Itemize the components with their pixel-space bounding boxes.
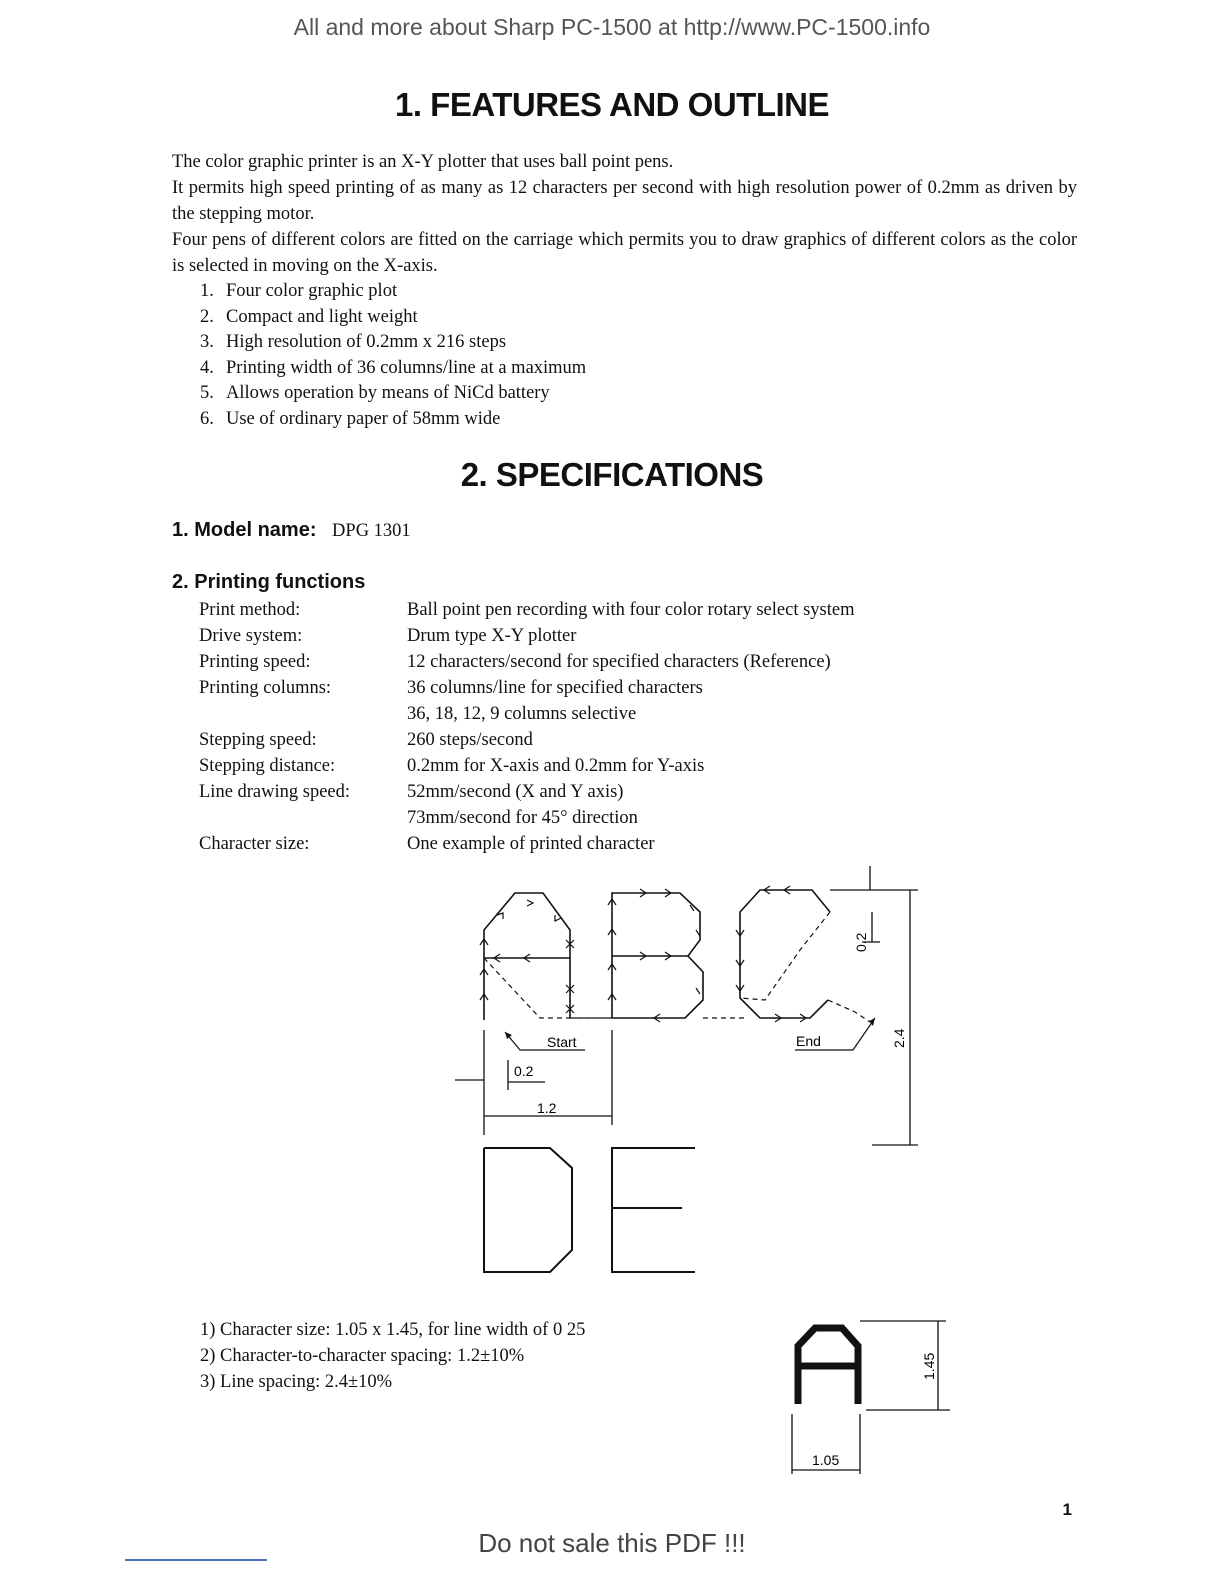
dim-width-label: 1.2 [537, 1100, 557, 1116]
character-notes [200, 1317, 585, 1395]
dim-height-label: 2.4 [891, 1028, 907, 1048]
note-item: 2) Character-to-character spacing: 1.2±10% [200, 1346, 525, 1366]
dimension-lines [455, 866, 918, 1145]
spec-row: Stepping distance: 0.2mm for X-axis and 0.2mm for Y-axis [199, 756, 705, 776]
dim-step-vertical-label: 0.2 [853, 932, 869, 952]
intro-paragraph-1: The color graphic printer is an X-Y plotter that uses ball point pens. [172, 152, 674, 172]
spec-row: 73mm/second for 45° direction [407, 808, 638, 828]
note-item: 1) Character size: 1.05 x 1.45, for line width of 0 25 [200, 1320, 586, 1340]
character-size-diagram [780, 1310, 960, 1480]
printing-functions-heading: 2. Printing functions [172, 571, 366, 593]
model-name-line [172, 519, 411, 542]
spec-row: Drive system: Drum type X-Y plotter [199, 626, 577, 646]
spec-table [199, 597, 854, 857]
intro-paragraph-3: Four pens of different colors are fitted on the carriage which permits you to draw graphics of different colors as the color is selected in moving on the X-axis. [172, 230, 1077, 276]
feature-item: 4. Printing width of 36 columns/line at a maximum [200, 357, 587, 378]
feature-item: 1. Four color graphic plot [200, 281, 398, 301]
feature-item: 6. Use of ordinary paper of 58mm wide [200, 408, 501, 429]
spec-row: Stepping speed: 260 steps/second [199, 730, 533, 750]
spec-row: Print method: Ball point pen recording with four color rotary select system [199, 600, 855, 620]
glyph-d-outline [484, 1148, 572, 1272]
section-title-specifications: 2. SPECIFICATIONS [460, 456, 764, 493]
spec-row: 36, 18, 12, 9 columns selective [407, 704, 637, 724]
feature-item: 2. Compact and light weight [200, 306, 418, 327]
dim-step-label: 0.2 [514, 1063, 534, 1079]
features-list [200, 279, 586, 433]
start-label: Start [547, 1034, 577, 1050]
glyph-b-outline [612, 893, 700, 1018]
feature-item: 3. High resolution of 0.2mm x 216 steps [200, 332, 507, 353]
section-title-features: 1. FEATURES AND OUTLINE [394, 86, 830, 123]
spec-row: Line drawing speed: 52mm/second (X and Y axis) [199, 782, 624, 802]
end-label: End [796, 1033, 821, 1049]
feature-item: 5. Allows operation by means of NiCd battery [200, 383, 550, 404]
footer-note: Do not sale this PDF !!! [478, 1528, 746, 1558]
spec-row: Printing columns: 36 columns/line for specified characters [199, 678, 703, 698]
footer-link-underline [125, 1559, 267, 1561]
spec-row: Printing speed: 12 characters/second for specified characters (Reference) [199, 652, 831, 672]
char-width-label: 1.05 [812, 1452, 840, 1468]
glyph-a-bold [798, 1328, 858, 1404]
char-height-label: 1.45 [921, 1352, 937, 1380]
model-name-label: 1. Model name: [172, 519, 317, 541]
intro-paragraph-2: It permits high speed printing of as many as 12 characters per second with high resolution power of 0.2mm as driven by the stepping motor. [172, 178, 1077, 224]
note-item: 3) Line spacing: 2.4±10% [200, 1372, 393, 1392]
model-name-value: DPG 1301 [332, 521, 411, 541]
glyph-e-outline [612, 1148, 695, 1272]
character-plot-diagram [440, 860, 940, 1290]
spec-row: Character size: One example of printed character [199, 834, 655, 854]
plot-arrows-c [736, 886, 806, 1022]
intro-paragraphs [172, 149, 1077, 279]
pen-travel-paths [484, 912, 870, 1022]
page-number: 1 [1062, 1500, 1072, 1519]
header-note: All and more about Sharp PC-1500 at http://www.PC-1500.info [293, 14, 931, 40]
